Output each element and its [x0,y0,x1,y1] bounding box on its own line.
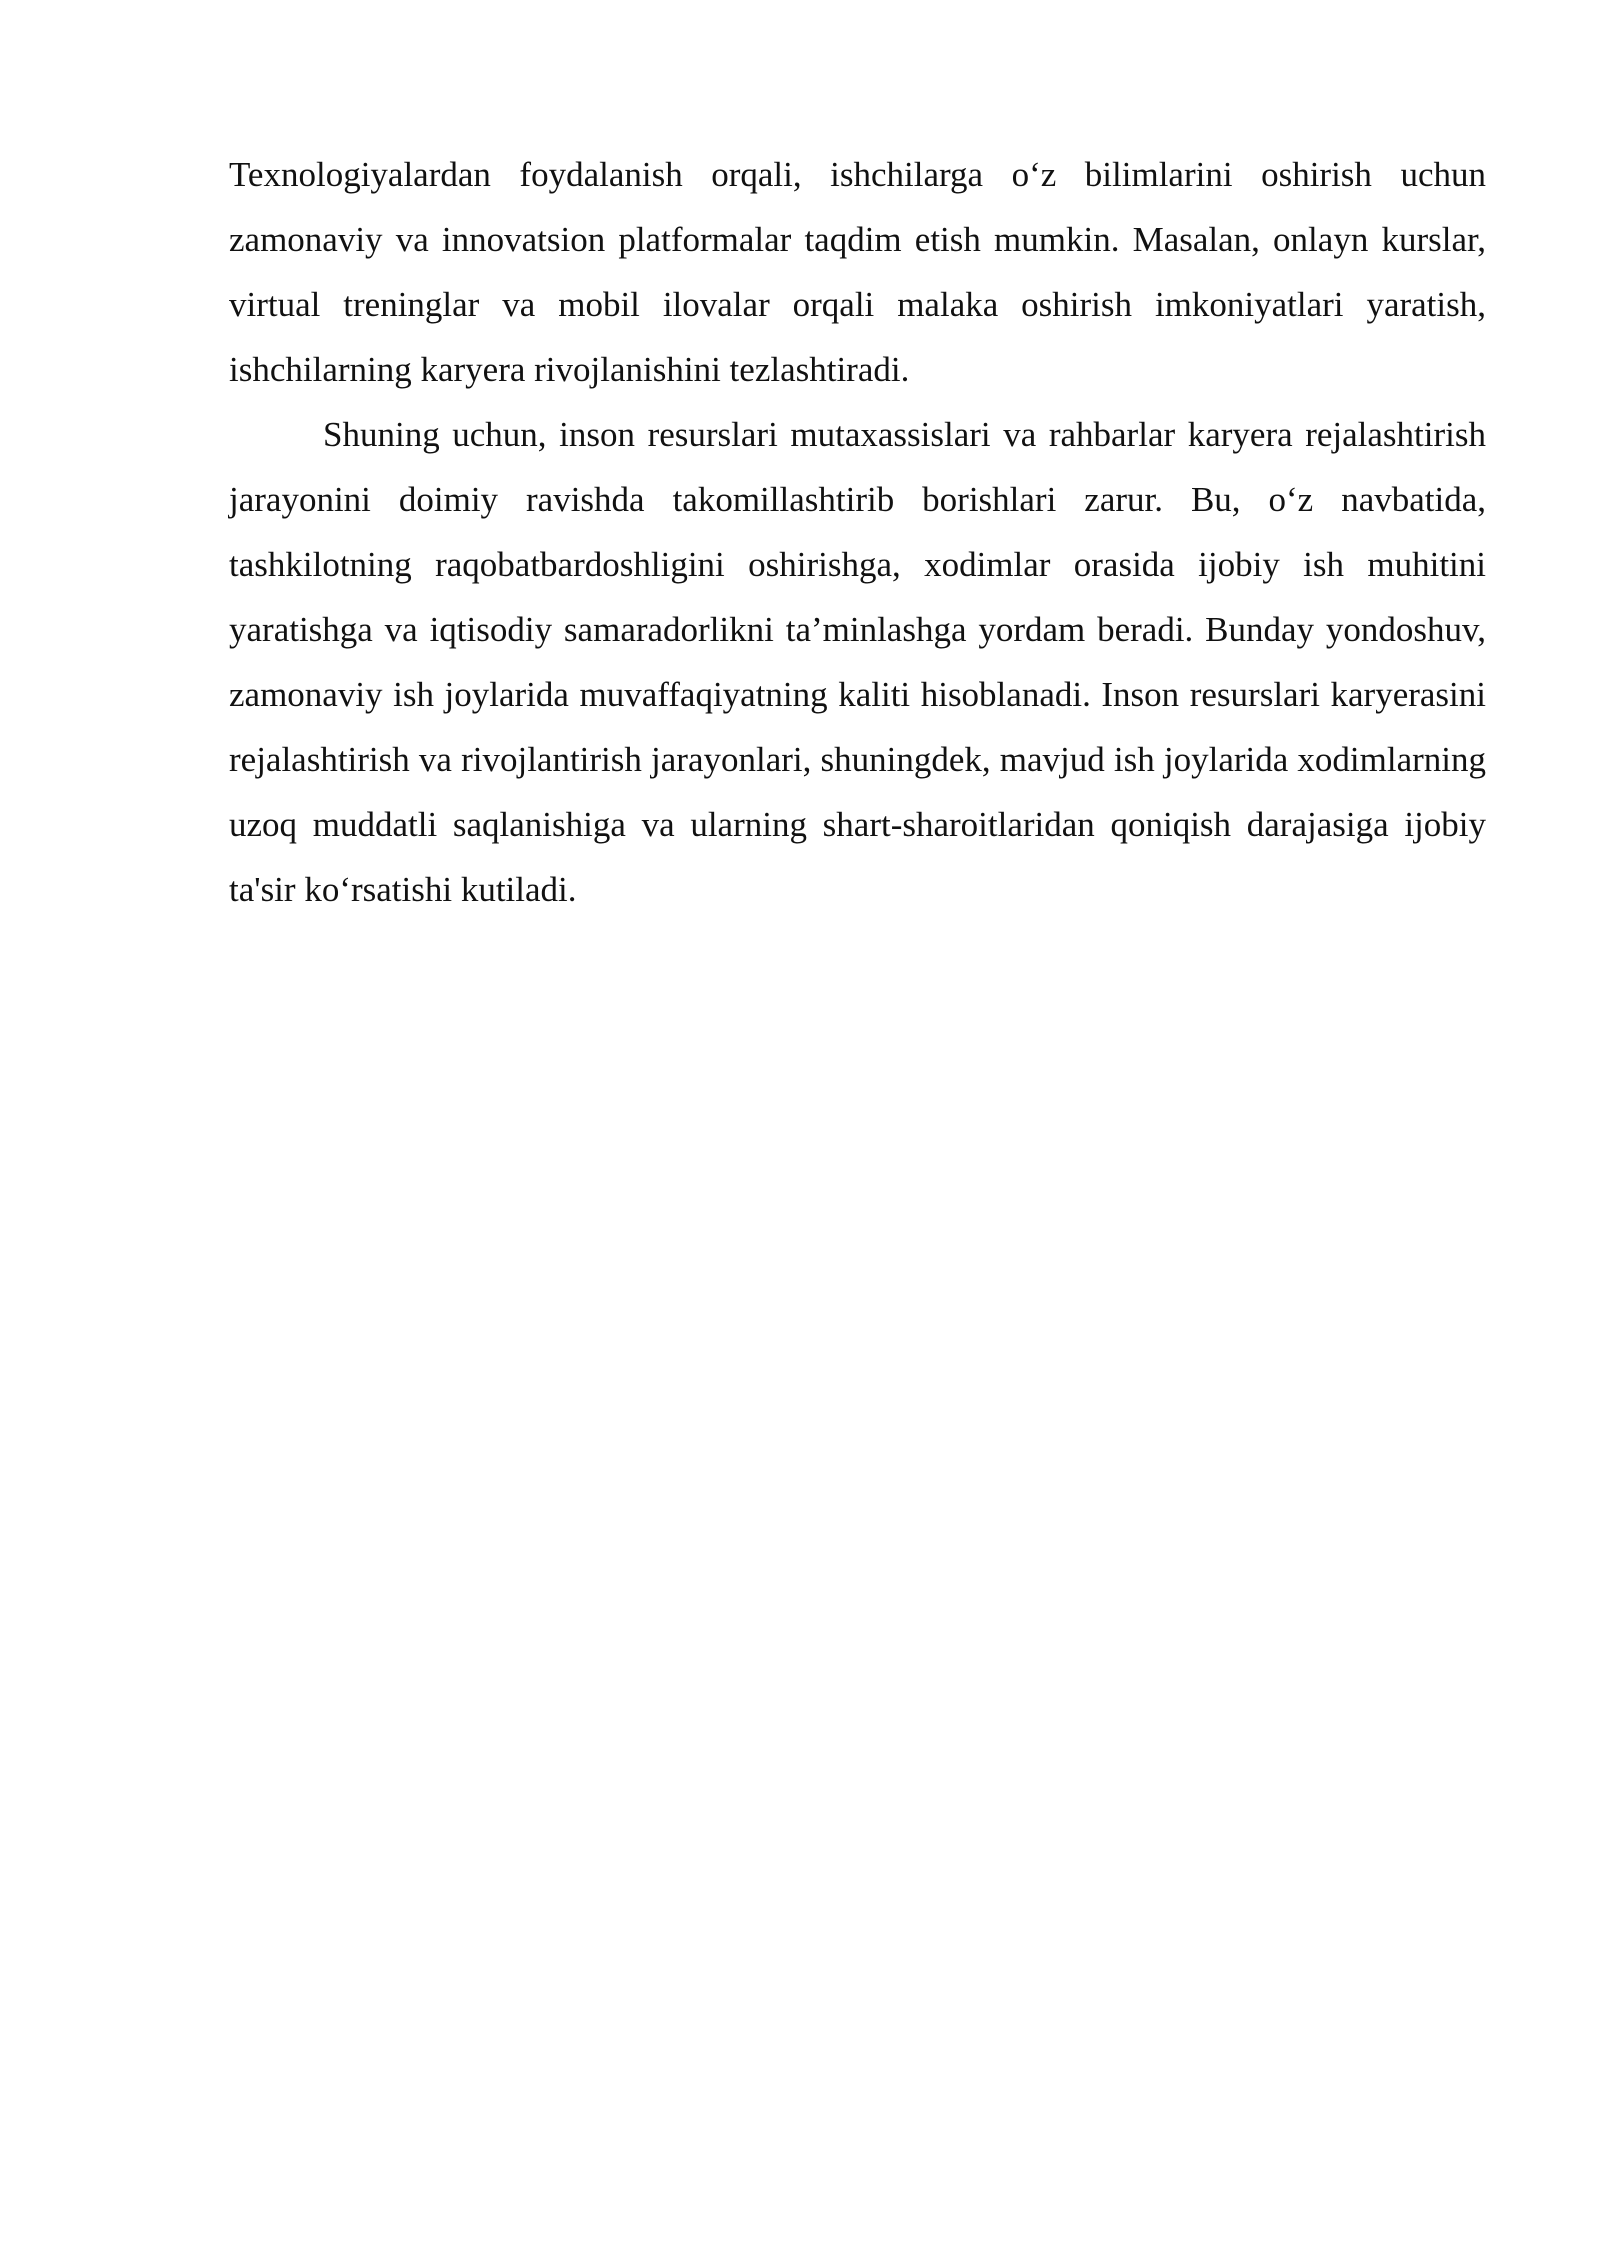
paragraph-career-planning: Shuning uchun, inson resurslari mutaxassislari va rahbarlar karyera rejalashtirish jarayonini doimiy ravishda takomillashtirib borishlari zarur. Bu, o‘z navbatida, tashkilotning raqobatbardoshligini oshirishga, xodimlar orasida ijobiy ish muhitini yaratishga va iqtisodiy samaradorlikni ta’minlashga yordam beradi. Bunday yondoshuv, zamonaviy ish joylarida muvaffaqiyatning kaliti hisoblanadi. Inson resurslari karyerasini rejalashtirish va rivojlantirish jarayonlari, shuningdek, mavjud ish joylarida xodimlarning uzoq muddatli saqlanishiga va ularning shart-sharoitlaridan qoniqish darajasiga ijobiy ta'sir ko‘rsatishi kutiladi. [229,415,1486,909]
paragraph-technology-platforms: Texnologiyalardan foydalanish orqali, ishchilarga o‘z bilimlarini oshirish uchun zamonaviy va innovatsion platformalar taqdim etish mumkin. Masalan, onlayn kurslar, virtual treninglar va mobil ilovalar orqali malaka oshirish imkoniyatlari yaratish, ishchilarning karyera rivojlanishini tezlashtiradi. [229,155,1486,389]
body-text [229,142,1486,922]
